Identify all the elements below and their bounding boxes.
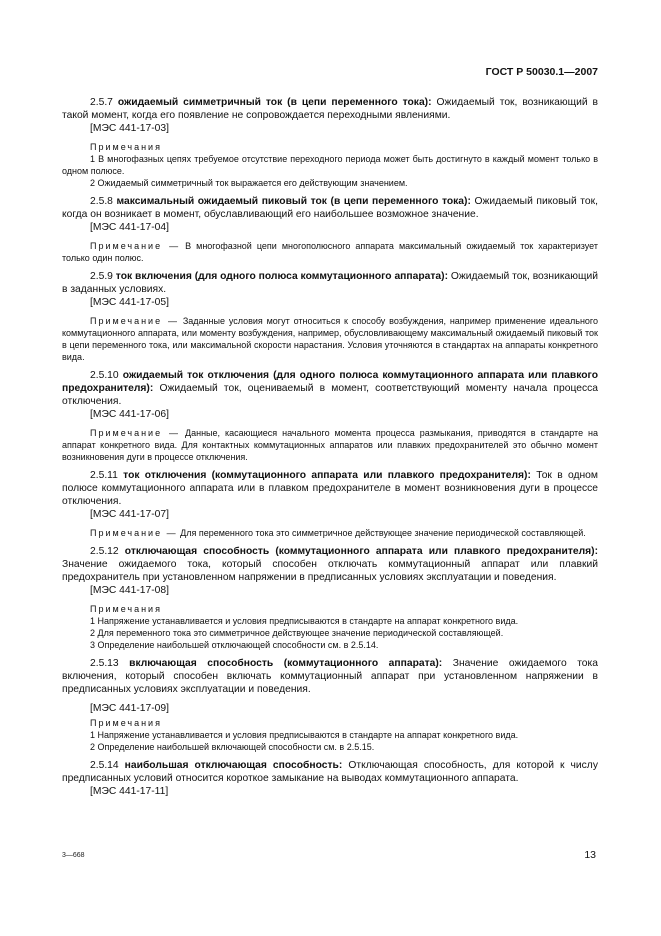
sheet-mark: 3—668 xyxy=(62,852,85,859)
note-label: Примечание — xyxy=(90,316,179,326)
definition: Ток в одном полюсе коммутационного аппарата или в плавком предохранителе в момент возникновения дуги в процессе отключения. xyxy=(62,470,598,507)
iec-reference: [МЭС 441-17-08] xyxy=(90,585,169,596)
note: 2 Ожидаемый симметричный ток выражается его действующим значением. xyxy=(90,178,408,188)
clause-number: 2.5.12 xyxy=(90,546,119,557)
note-label: Примечание — xyxy=(90,241,181,251)
term: ток включения (для одного полюса коммутационного аппарата): xyxy=(115,271,448,282)
term: наибольшая отключающая способность: xyxy=(124,760,343,771)
iec-reference: [МЭС 441-17-03] xyxy=(90,123,169,134)
iec-reference: [МЭС 441-17-06] xyxy=(90,409,169,420)
note: 2 Определение наибольшей включающей способности см. в 2.5.15. xyxy=(90,742,375,752)
term: включающая способность (коммутационного аппарата): xyxy=(129,658,443,669)
clause-number: 2.5.10 xyxy=(90,370,119,381)
iec-reference: [МЭС 441-17-09] xyxy=(90,703,169,714)
notes-heading: Примечания xyxy=(90,142,162,152)
term: ожидаемый симметричный ток (в цепи переменного тока): xyxy=(117,97,432,108)
definition: Отключающая способность, для которой к числу предписанных условий относится короткое замыкание на выводах коммутационного аппарата. xyxy=(62,760,598,784)
clause xyxy=(62,270,598,369)
page-number: 13 xyxy=(584,849,596,861)
definition: Ожидаемый ток, оцениваемый в момент, соответствующий моменту начала процесса отключения. xyxy=(62,383,598,407)
note: В многофазной цепи многополюсного аппарата максимальный ожидаемый ток характеризует только один полюс. xyxy=(62,241,598,263)
document-id: ГОСТ Р 50030.1—2007 xyxy=(485,66,598,78)
note: 1 Напряжение устанавливается и условия предписываются в стандарте на аппарат конкретного вида. xyxy=(90,730,519,740)
clause-number: 2.5.13 xyxy=(90,658,119,669)
term: ток отключения (коммутационного аппарата или плавкого предохранителя): xyxy=(123,470,531,481)
term: максимальный ожидаемый пиковый ток (в цепи переменного тока): xyxy=(116,196,471,207)
note: 1 В многофазных цепях требуемое отсутствие переходного периода может быть достигнуто в каждый момент только в одном полюсе. xyxy=(62,154,598,176)
definition: Значение ожидаемого тока включения, который способен включать коммутационный аппарат при установленном напряжении в предписанных условиях эксплуатации и поведения. xyxy=(62,658,598,695)
notes-heading: Примечания xyxy=(90,604,162,614)
document-body xyxy=(62,96,598,804)
iec-reference: [МЭС 441-17-11] xyxy=(90,786,169,797)
note: 3 Определение наибольшей отключающей способности см. в 2.5.14. xyxy=(90,640,379,650)
term: отключающая способность (коммутационного аппарата или плавкого предохранителя): xyxy=(124,546,598,557)
iec-reference: [МЭС 441-17-04] xyxy=(90,222,169,233)
clause-number: 2.5.9 xyxy=(90,271,113,282)
definition: Значение ожидаемого тока, который способен отключать коммутационный аппарат или плавкий предохранитель при установленном напряжении в предписанных условиях эксплуатации и поведения. xyxy=(62,559,598,583)
clause xyxy=(62,545,598,657)
clause xyxy=(62,759,598,798)
note: Для переменного тока это симметричное действующее значение периодической составляющей. xyxy=(180,528,586,538)
definition: Ожидаемый пиковый ток, когда он возникает в момент, обуславливающий его наибольшее возможное значение. xyxy=(62,196,598,220)
clause-number: 2.5.7 xyxy=(90,97,113,108)
clause xyxy=(62,96,598,195)
clause xyxy=(62,369,598,469)
clause xyxy=(62,195,598,270)
note-label: Примечание — xyxy=(90,428,181,438)
note-label: Примечание — xyxy=(90,528,178,538)
definition: Ожидаемый ток, возникающий в заданных условиях. xyxy=(62,271,598,295)
clause-number: 2.5.11 xyxy=(90,470,118,481)
note: 1 Напряжение устанавливается и условия предписываются в стандарте на аппарат конкретного вида. xyxy=(90,616,519,626)
clause-number: 2.5.14 xyxy=(90,760,119,771)
iec-reference: [МЭС 441-17-07] xyxy=(90,509,169,520)
note: Данные, касающиеся начального момента процесса размыкания, приводятся в стандарте на аппарат конкретного вида. Для контактных коммутационных аппаратов или плавких предохранителей это обычно момент возникновения дуги в процессе отключения. xyxy=(62,428,599,462)
notes-heading: Примечания xyxy=(90,718,162,728)
clause-number: 2.5.8 xyxy=(90,196,113,207)
note: 2 Для переменного тока это симметричное действующее значение периодической составляющей. xyxy=(90,628,504,638)
clause xyxy=(62,657,598,759)
iec-reference: [МЭС 441-17-05] xyxy=(90,297,169,308)
clause xyxy=(62,469,598,545)
note: Заданные условия могут относиться к способу возбуждения, например применение идеального коммутационного аппарата, или моменту возбуждения, например, обусловливающему максимальный ожидаемый пиковый ток в цепи переменного тока, или максимальной скорости нарастания. Условия уточняются в стандартах на аппараты конкретного вида. xyxy=(62,316,599,362)
definition: Ожидаемый ток, возникающий в такой момент, когда его появление не сопровождается переходными явлениями. xyxy=(62,97,598,121)
term: ожидаемый ток отключения (для одного полюса коммутационного аппарата или плавкого предохранителя): xyxy=(62,370,598,394)
